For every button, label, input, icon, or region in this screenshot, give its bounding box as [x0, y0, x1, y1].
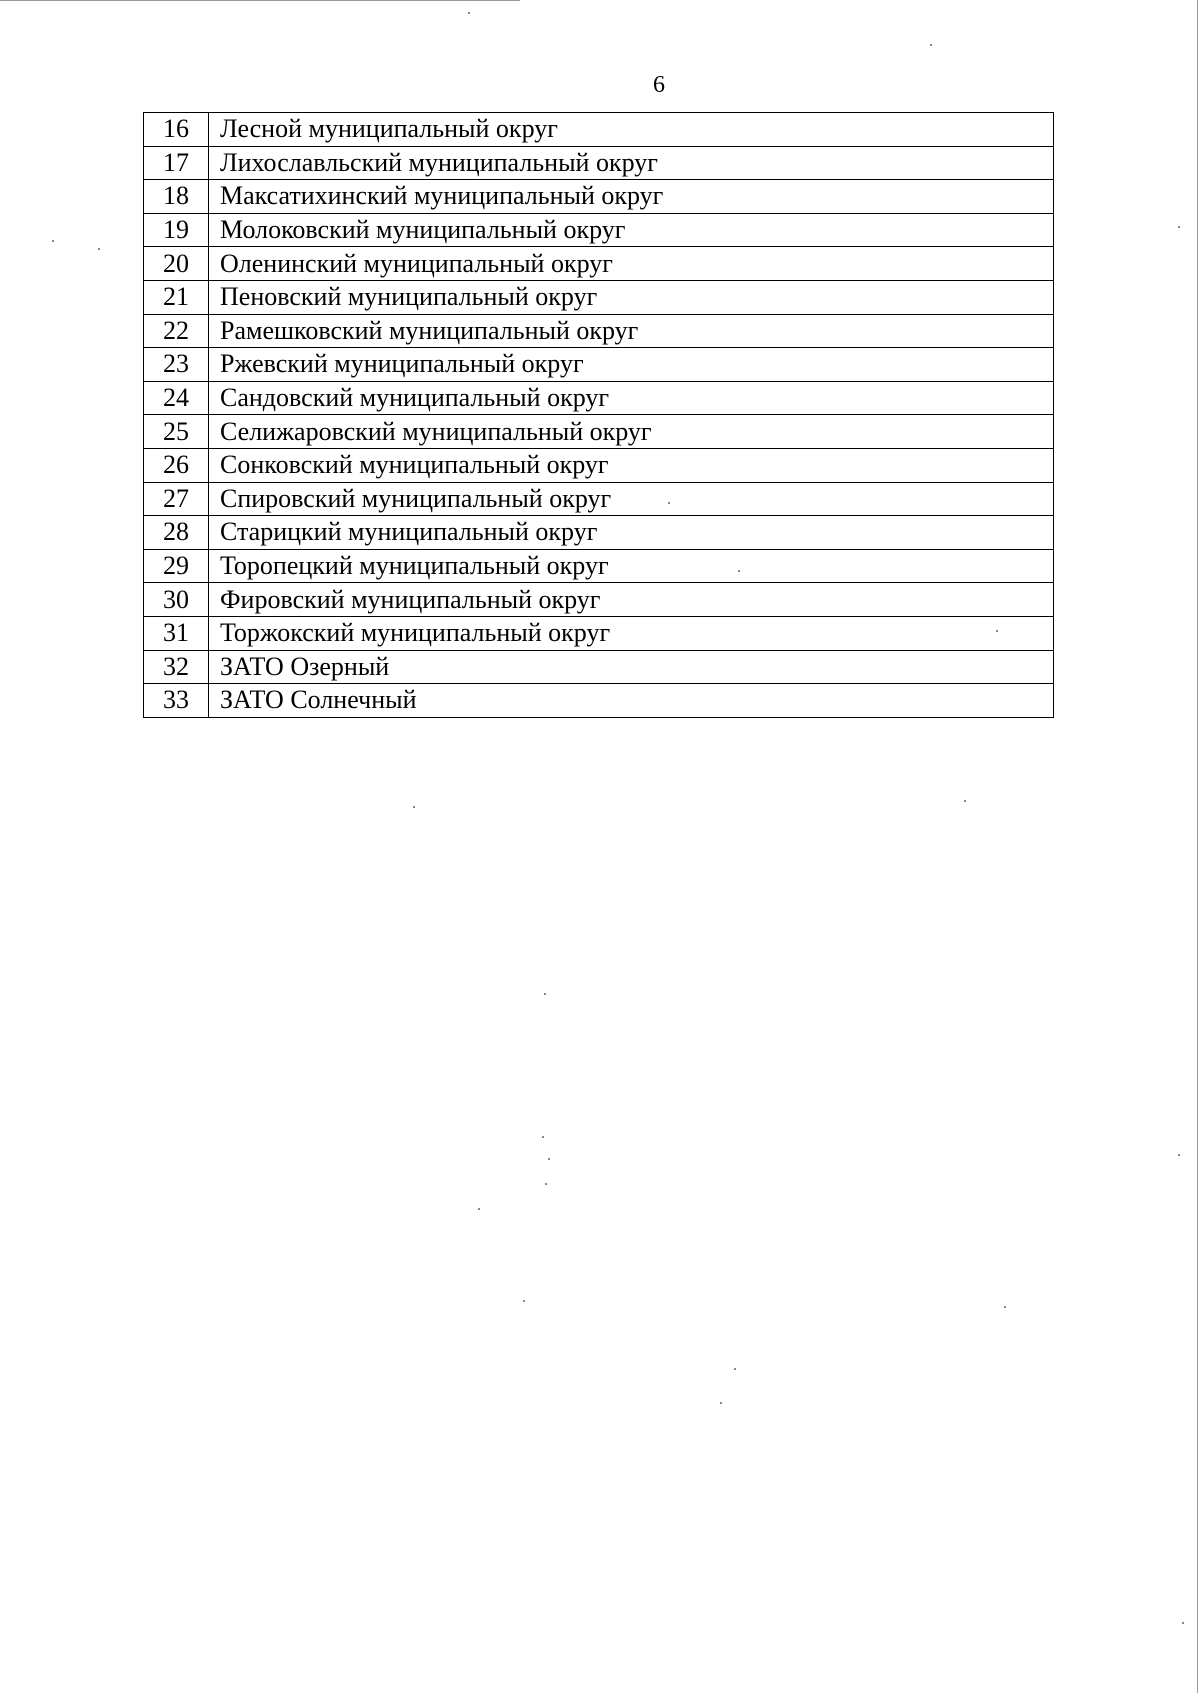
- row-number: 24: [144, 381, 209, 415]
- scan-speck: [548, 1158, 550, 1160]
- row-number: 25: [144, 415, 209, 449]
- municipality-name: Фировский муниципальный округ: [209, 583, 1054, 617]
- row-number: 17: [144, 146, 209, 180]
- table-row: [144, 448, 1054, 482]
- table-row: [144, 516, 1054, 550]
- municipality-name: Селижаровский муниципальный округ: [209, 415, 1054, 449]
- table-row: [144, 146, 1054, 180]
- scan-speck: [734, 1368, 736, 1370]
- municipality-name: Торжокский муниципальный округ: [209, 616, 1054, 650]
- municipality-name: Сонковский муниципальный округ: [209, 448, 1054, 482]
- row-number: 31: [144, 616, 209, 650]
- table-row: [144, 213, 1054, 247]
- row-number: 18: [144, 180, 209, 214]
- scan-speck: [478, 1208, 480, 1210]
- scan-speck: [720, 1402, 722, 1404]
- scan-speck: [542, 1136, 544, 1138]
- table-row: [144, 314, 1054, 348]
- row-number: 28: [144, 516, 209, 550]
- municipality-name: ЗАТО Солнечный: [209, 684, 1054, 718]
- table-row: [144, 482, 1054, 516]
- municipality-name: Торопецкий муниципальный округ: [209, 549, 1054, 583]
- municipality-name: Ржевский муниципальный округ: [209, 348, 1054, 382]
- municipality-table: [143, 112, 1054, 718]
- municipality-name: Спировский муниципальный округ: [209, 482, 1054, 516]
- table-row: [144, 348, 1054, 382]
- municipality-name: Лихославльский муниципальный округ: [209, 146, 1054, 180]
- scan-edge-top: [0, 0, 520, 1]
- municipality-name: Максатихинский муниципальный округ: [209, 180, 1054, 214]
- municipality-name: ЗАТО Озерный: [209, 650, 1054, 684]
- municipality-name: Старицкий муниципальный округ: [209, 516, 1054, 550]
- scan-speck: [1178, 226, 1180, 228]
- table-row: [144, 180, 1054, 214]
- table-row: [144, 247, 1054, 281]
- table-row: [144, 381, 1054, 415]
- row-number: 21: [144, 280, 209, 314]
- scan-speck: [668, 502, 670, 504]
- scan-speck: [523, 1300, 525, 1302]
- page-number: 6: [653, 72, 665, 98]
- table-row: [144, 583, 1054, 617]
- scan-speck: [413, 806, 415, 808]
- row-number: 32: [144, 650, 209, 684]
- scan-speck: [1182, 1622, 1184, 1624]
- municipality-name: Рамешковский муниципальный округ: [209, 314, 1054, 348]
- scan-speck: [1178, 1154, 1180, 1156]
- municipality-name: Оленинский муниципальный округ: [209, 247, 1054, 281]
- scan-speck: [996, 630, 998, 632]
- scan-speck: [468, 12, 470, 14]
- table-row: [144, 616, 1054, 650]
- row-number: 23: [144, 348, 209, 382]
- row-number: 27: [144, 482, 209, 516]
- table-row: [144, 280, 1054, 314]
- row-number: 33: [144, 684, 209, 718]
- scan-edge-right: [1197, 0, 1198, 1693]
- scan-speck: [964, 800, 966, 802]
- municipality-name: Сандовский муниципальный округ: [209, 381, 1054, 415]
- municipality-table-body: [144, 113, 1054, 718]
- table-row: [144, 684, 1054, 718]
- table-row: [144, 113, 1054, 147]
- scan-speck: [544, 993, 546, 995]
- row-number: 19: [144, 213, 209, 247]
- row-number: 22: [144, 314, 209, 348]
- row-number: 20: [144, 247, 209, 281]
- municipality-name: Пеновский муниципальный округ: [209, 280, 1054, 314]
- row-number: 26: [144, 448, 209, 482]
- scan-speck: [52, 240, 54, 242]
- scan-speck: [98, 248, 100, 250]
- scan-speck: [1004, 1306, 1006, 1308]
- municipality-name: Лесной муниципальный округ: [209, 113, 1054, 147]
- municipality-name: Молоковский муниципальный округ: [209, 213, 1054, 247]
- scan-speck: [738, 570, 740, 572]
- row-number: 29: [144, 549, 209, 583]
- scan-speck: [545, 1183, 547, 1185]
- row-number: 16: [144, 113, 209, 147]
- table-row: [144, 415, 1054, 449]
- scan-speck: [930, 44, 932, 46]
- table-row: [144, 650, 1054, 684]
- table-row: [144, 549, 1054, 583]
- row-number: 30: [144, 583, 209, 617]
